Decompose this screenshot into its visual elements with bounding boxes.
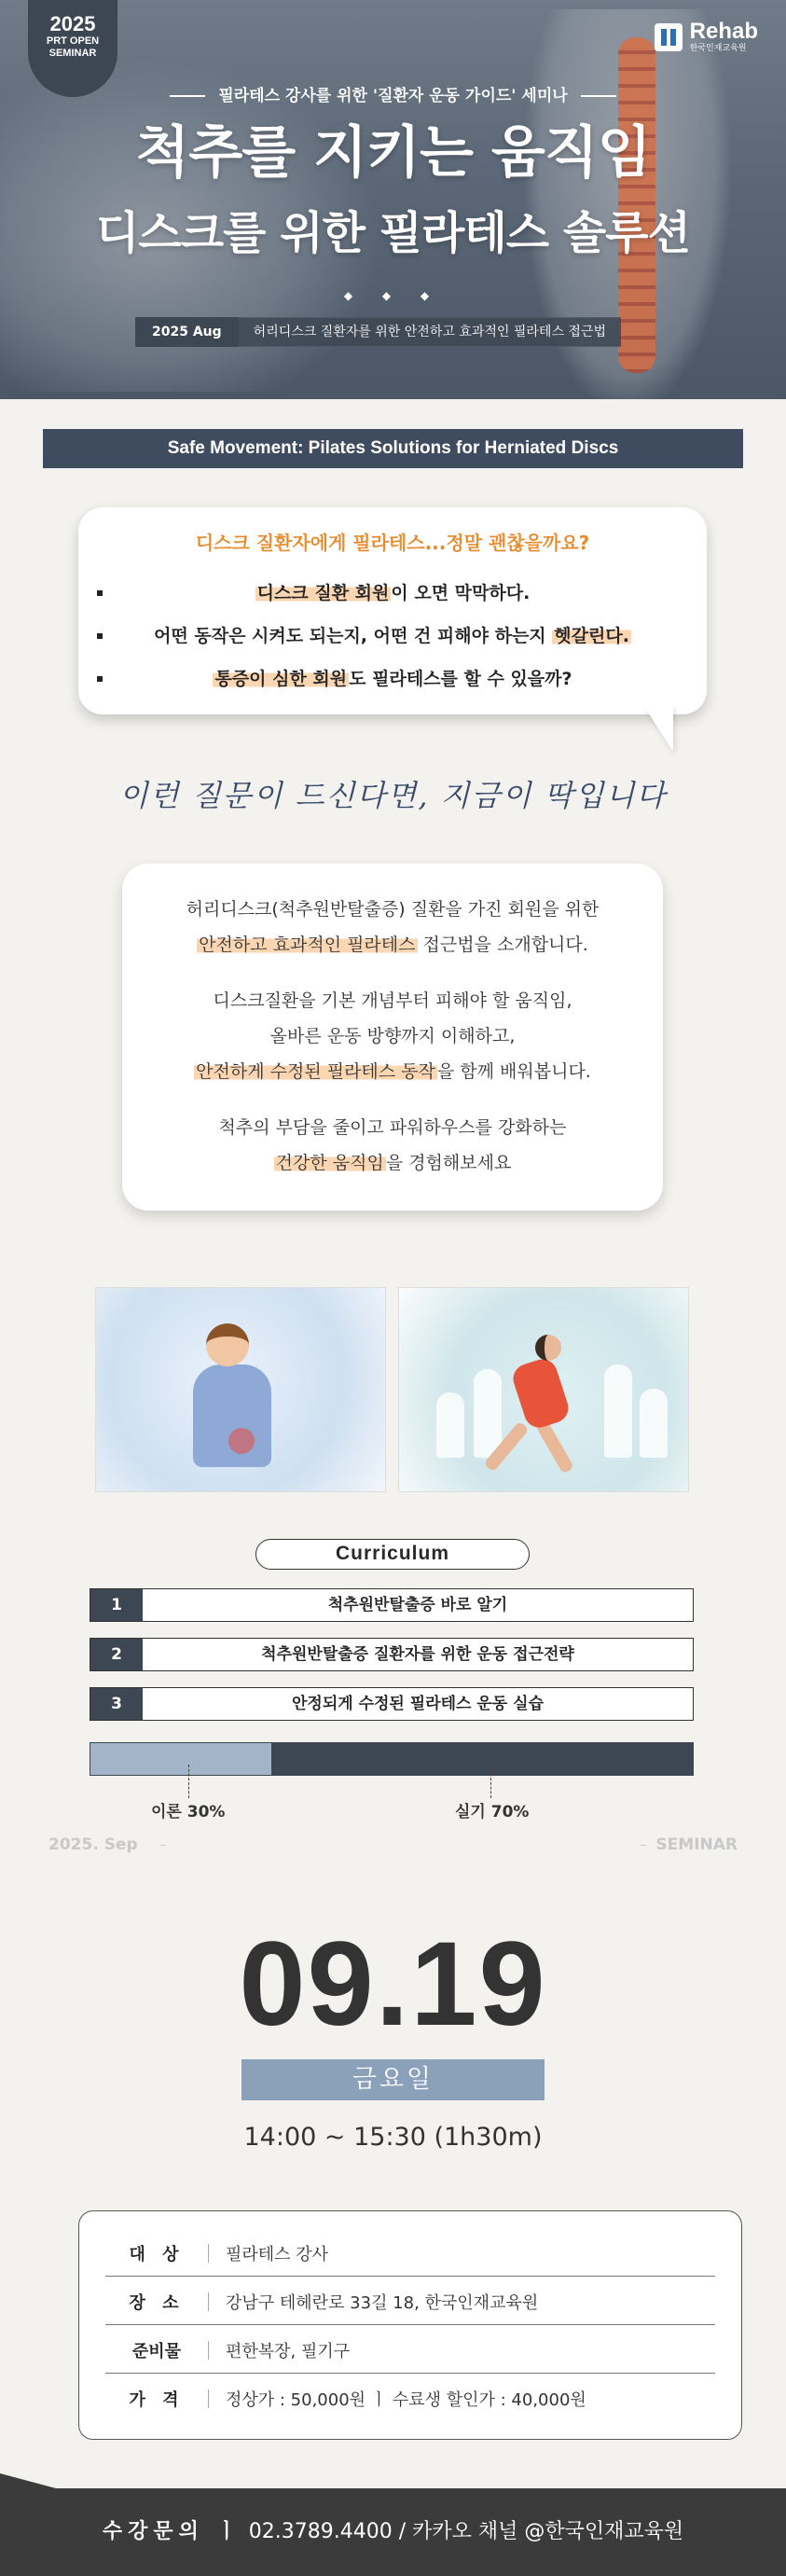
badge-line2: SEMINAR (48, 48, 97, 59)
bubble-tail (643, 705, 673, 752)
question-item (78, 615, 707, 658)
practice-label: 실기 70% (455, 1803, 530, 1821)
info-key: 장 소 (129, 2292, 185, 2313)
info-value: 편한복장, 필기구 (226, 2341, 351, 2361)
hero-banner (0, 0, 786, 399)
curriculum-text: 안정되게 수정된 필라테스 운동 실습 (291, 1695, 544, 1713)
question-list (78, 572, 707, 700)
intro-line (122, 1054, 663, 1089)
info-table (78, 2210, 742, 2440)
practice-tick (490, 1765, 491, 1798)
person-head (206, 1323, 249, 1366)
runner-head (535, 1335, 561, 1361)
practice-fill (271, 1743, 693, 1775)
curriculum-text: 척추원반탈출증 질환자를 위한 운동 접근전략 (261, 1645, 574, 1664)
theory-label: 이론 30% (151, 1803, 226, 1821)
back-pain-illustration (95, 1287, 386, 1492)
intro-line: 디스크질환을 기본 개념부터 피해야 할 움직임, (213, 990, 572, 1011)
pain-spot (228, 1428, 255, 1454)
person-body (193, 1364, 271, 1467)
info-key: 가 격 (129, 2390, 185, 2410)
info-row-location (105, 2278, 715, 2325)
intro-line: 올바른 운동 방향까지 이해하고, (269, 1026, 516, 1046)
rehab-logo (655, 21, 758, 54)
info-row-target (105, 2230, 715, 2277)
curriculum-text: 척추원반탈출증 바로 알기 (327, 1596, 508, 1614)
intro-line (122, 1145, 663, 1181)
hero-title-line1: 척추를 지키는 움직임 (135, 120, 651, 186)
question-text: 도 필라테스를 할 수 있을까? (349, 669, 572, 689)
event-date: 09.19 (239, 1918, 547, 2051)
hero-subtitle (0, 82, 786, 105)
separator-left-text: 2025. Sep (48, 1835, 138, 1854)
info-row-price (105, 2375, 715, 2422)
subtitle-bar-right (581, 95, 616, 97)
info-row-materials (105, 2327, 715, 2374)
badge-line1: PRT OPEN (46, 35, 100, 47)
curriculum-item (90, 1687, 694, 1721)
subtitle-bar-left (170, 95, 205, 97)
info-value: 정상가 : 50,000원 ㅣ 수료생 할인가 : 40,000원 (226, 2390, 586, 2410)
logo-sub: 한국인재교육원 (689, 44, 747, 53)
info-key: 대 상 (129, 2244, 185, 2264)
question-bubble (78, 507, 707, 714)
logo-mark-icon (655, 23, 683, 51)
diamond-ornament-icon: ◆ ◆ ◆ (343, 289, 443, 302)
event-day: 금요일 (241, 2059, 545, 2100)
bullet-icon (97, 676, 103, 682)
contact-footer (0, 2488, 786, 2576)
question-highlight: 통증이 심한 회원 (214, 669, 348, 689)
question-highlight: 헷갈린다. (554, 626, 629, 646)
curriculum-item (90, 1638, 694, 1671)
info-value: 강남구 테헤란로 33길 18, 한국인재교육원 (226, 2292, 539, 2313)
theory-practice-ratio-bar (90, 1742, 694, 1776)
intro-highlight: 안전하고 효과적인 필라테스 (199, 935, 416, 955)
logo-name: Rehab (689, 19, 758, 44)
question-item (78, 572, 707, 615)
intro-line (122, 927, 663, 963)
handwritten-tagline: 이런 질문이 드신다면, 지금이 딱입니다 (118, 778, 668, 813)
curriculum-title: Curriculum (255, 1539, 530, 1570)
intro-highlight: 건강한 움직임 (275, 1153, 384, 1173)
footer-corner (0, 2473, 56, 2488)
bullet-icon (97, 633, 103, 639)
badge-year: 2025 (49, 12, 96, 35)
hero-info-strip (135, 317, 621, 347)
english-banner: Safe Movement: Pilates Solutions for Herniated Discs (43, 429, 743, 468)
theory-tick (188, 1765, 189, 1798)
question-heading: 디스크 질환자에게 필라테스...정말 괜찮을까요? (195, 532, 590, 554)
info-key: 준비물 (131, 2341, 182, 2361)
intro-text: 을 경험해보세요 (385, 1153, 512, 1173)
question-highlight: 디스크 질환 회원 (256, 583, 390, 603)
event-time: 14:00 ~ 15:30 (1h30m) (243, 2123, 543, 2152)
section-separator (0, 1835, 786, 1854)
contact-info[interactable]: 02.3789.4400 / 카카오 채널 @한국인재교육원 (241, 2520, 684, 2543)
bullet-icon (97, 590, 103, 596)
hero-title-line2: 디스크를 위한 필라테스 솔루션 (96, 207, 690, 259)
intro-line: 척추의 부담을 줄이고 파워하우스를 강화하는 (218, 1117, 567, 1138)
curriculum-item (90, 1588, 694, 1622)
curriculum-number: 3 (90, 1688, 143, 1720)
question-item (78, 658, 707, 700)
hero-subtitle-text: 필라테스 강사를 위한 '질환자 운동 가이드' 세미나 (218, 87, 568, 105)
intro-text: 을 함께 배워봅니다. (436, 1061, 591, 1082)
curriculum-number: 2 (90, 1639, 143, 1670)
theory-fill (90, 1743, 271, 1775)
strip-tag: 2025 Aug (135, 317, 239, 347)
curriculum-number: 1 (90, 1589, 143, 1621)
strip-text: 허리디스크 질환자를 위한 안전하고 효과적인 필라테스 접근법 (239, 317, 621, 347)
intro-highlight: 안전하게 수정된 필라테스 동작 (196, 1061, 435, 1082)
intro-text: 접근법을 소개합니다. (417, 935, 588, 955)
intro-card (122, 864, 663, 1211)
intro-line: 허리디스크(척추원반탈출증) 질환을 가진 회원을 위한 (186, 899, 600, 920)
question-text: 이 오면 막막하다. (391, 583, 531, 603)
running-illustration (398, 1287, 689, 1492)
info-value: 필라테스 강사 (226, 2244, 329, 2264)
separator-right-text: SEMINAR (655, 1835, 738, 1854)
contact-label: 수강문의 ㅣ (102, 2520, 242, 2543)
question-text: 어떤 동작은 시켜도 되는지, 어떤 건 피해야 하는지 (154, 626, 553, 646)
